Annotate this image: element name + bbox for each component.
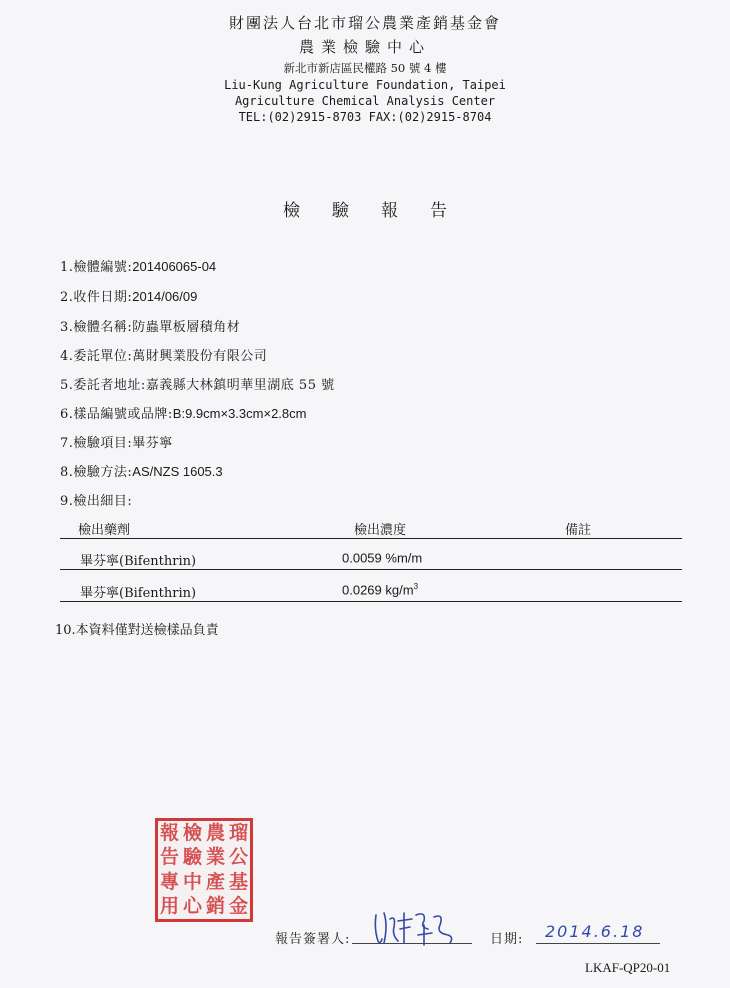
cell-agent [80, 550, 196, 569]
org-name: 財團法人台北市瑠公農業產銷基金會 [228, 14, 501, 32]
table-rule-bottom [60, 601, 682, 602]
agent-name: 畢芬寧(Bifenthrin) [80, 554, 197, 569]
item-sample-id-brand [60, 403, 306, 422]
item-value: B:9.9cm×3.3cm×2.8cm [172, 406, 307, 421]
item-sample-number [60, 256, 216, 275]
cell-agent [80, 582, 196, 601]
item-client [60, 345, 267, 364]
concentration-unit-exponent: 3 [413, 582, 419, 591]
item-value: 萬財興業股份有限公司 [132, 349, 268, 364]
item-test-item [60, 432, 173, 451]
table-header-concentration: 檢出濃度 [354, 523, 407, 538]
item-label: 3.檢體名稱: [60, 320, 133, 335]
agent-name: 畢芬寧(Bifenthrin) [80, 586, 197, 601]
table-header-remarks: 備註 [565, 523, 592, 538]
cell-concentration [342, 582, 418, 597]
concentration-unit: %m/m [385, 550, 423, 566]
table-rule-top [60, 538, 682, 539]
table-rule-row [60, 569, 682, 570]
handwritten-date: 2014.6.18 [545, 922, 645, 941]
item-label: 2.收件日期: [60, 290, 133, 305]
item-detection-details [60, 490, 132, 509]
item-value: 畢芬寧 [132, 436, 173, 451]
item-label: 4.委託單位: [60, 349, 133, 364]
address: 新北市新店區民權路 50 號 4 樓 [283, 61, 447, 75]
contact-phone-fax: TEL:(02)2915-8703 FAX:(02)2915-8704 [238, 110, 492, 124]
item-value: 嘉義縣大林鎮明華里湖底 55 號 [145, 378, 335, 393]
item-label: 8.檢驗方法: [60, 465, 133, 480]
item-label: 1.檢體編號: [60, 260, 133, 275]
concentration-value: 0.0269 [342, 582, 382, 598]
item-label: 5.委託者地址: [60, 378, 146, 393]
form-code: LKAF-QP20-01 [585, 960, 671, 975]
item-value: 防蟲單板層積角材 [132, 320, 241, 335]
item-label: 6.樣品編號或品牌: [60, 407, 173, 422]
item-label: 9.檢出細目: [60, 494, 133, 509]
item-client-address [60, 374, 335, 393]
table-header-agent: 檢出藥劑 [78, 523, 131, 538]
item-sample-name [60, 316, 240, 335]
item-received-date [60, 286, 197, 305]
signer-label: 報告簽署人: [275, 932, 351, 947]
official-seal-stamp: 報 檢 農 瑠 告 驗 業 公 專 中 產 基 用 心 銷 金 [155, 818, 253, 922]
item-value: AS/NZS 1605.3 [132, 464, 223, 479]
handwritten-signature [370, 905, 460, 949]
item-value: 2014/06/09 [132, 289, 198, 304]
disclaimer-note: 10.本資料僅對送檢樣品負責 [55, 623, 219, 638]
item-value: 201406065-04 [132, 259, 217, 274]
center-name: 農業檢驗中心 [298, 38, 431, 56]
concentration-unit: kg/m [385, 582, 414, 598]
concentration-value: 0.0059 [342, 550, 382, 566]
org-name-en: Liu-Kung Agriculture Foundation, Taipei [224, 78, 506, 92]
item-label: 7.檢驗項目: [60, 436, 133, 451]
report-title: 檢驗報告 [283, 201, 479, 221]
item-test-method [60, 461, 223, 480]
date-line [536, 943, 660, 944]
date-label: 日期: [490, 932, 524, 947]
cell-concentration [342, 550, 422, 565]
center-name-en: Agriculture Chemical Analysis Center [234, 94, 496, 108]
